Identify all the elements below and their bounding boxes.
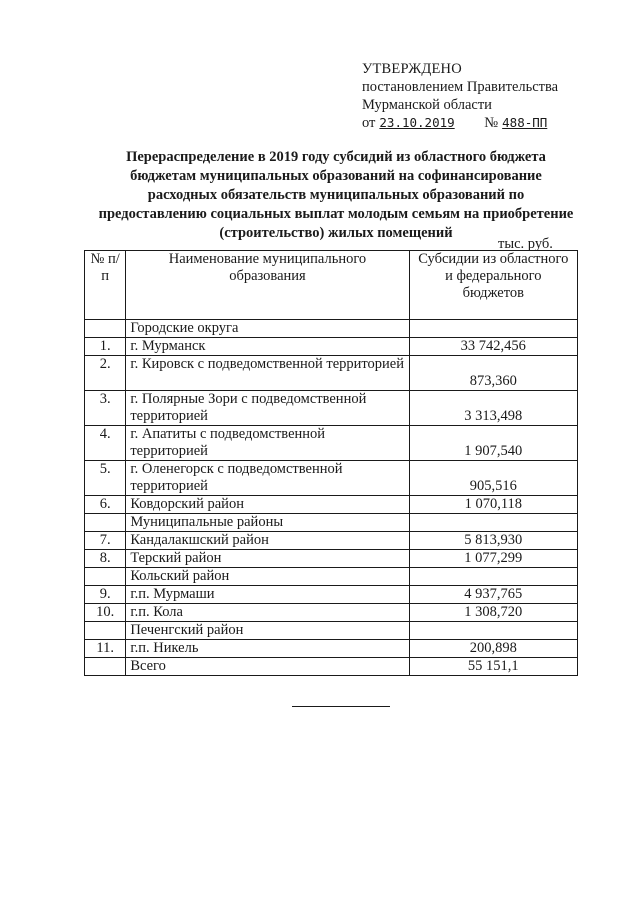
table-row	[85, 461, 578, 496]
row-no: 4.	[85, 426, 126, 461]
row-no	[85, 658, 126, 676]
row-name: г. Кировск с подведомственной территорией	[126, 356, 409, 391]
row-name: г.п. Кола	[126, 604, 409, 622]
row-no: 10.	[85, 604, 126, 622]
row-amount: 1 077,299	[409, 550, 577, 568]
date-prefix: от	[362, 115, 376, 131]
row-amount: 1 907,540	[409, 426, 577, 461]
approval-date: 23.10.2019	[379, 115, 455, 130]
document-title	[86, 148, 586, 243]
table-row	[85, 550, 578, 568]
row-amount	[409, 320, 577, 338]
row-amount: 4 937,765	[409, 586, 577, 604]
approval-heading: УТВЕРЖДЕНО	[362, 61, 462, 77]
row-amount: 3 313,498	[409, 391, 577, 426]
table-row	[85, 426, 578, 461]
title-line: предоставлению социальных выплат молодым семьям на приобретение	[98, 206, 574, 222]
row-name: Муниципальные районы	[126, 514, 409, 532]
subsidy-table	[84, 250, 578, 676]
row-no: 8.	[85, 550, 126, 568]
row-amount: 33 742,456	[409, 338, 577, 356]
row-amount: 55 151,1	[409, 658, 577, 676]
row-no	[85, 568, 126, 586]
row-no	[85, 320, 126, 338]
row-no: 9.	[85, 586, 126, 604]
row-name: Кандалакшский район	[126, 532, 409, 550]
header-name: Наименование муниципального образования	[126, 251, 409, 320]
row-name: г.п. Мурмаши	[126, 586, 409, 604]
row-amount	[409, 622, 577, 640]
header-amount: Субсидии из областного и федерального бюджетов	[409, 251, 577, 320]
row-name: г. Апатиты с подведомственной территорией	[126, 426, 409, 461]
title-line: расходных обязательств муниципальных образований по	[147, 187, 525, 203]
row-amount: 873,360	[409, 356, 577, 391]
row-name: г.п. Никель	[126, 640, 409, 658]
table-row	[85, 532, 578, 550]
title-line: (строительство) жилых помещений	[219, 225, 453, 241]
row-no	[85, 622, 126, 640]
approval-number: 488-ПП	[502, 115, 548, 130]
approval-stamp	[362, 60, 558, 132]
row-amount: 1 308,720	[409, 604, 577, 622]
table-row	[85, 356, 578, 391]
table-row	[85, 568, 578, 586]
row-name: Кольский район	[126, 568, 409, 586]
table-row	[85, 622, 578, 640]
row-name: Всего	[126, 658, 409, 676]
closing-rule	[292, 706, 390, 707]
row-amount: 5 813,930	[409, 532, 577, 550]
table-row	[85, 640, 578, 658]
approval-line-1: постановлением Правительства	[362, 79, 559, 95]
row-no: 11.	[85, 640, 126, 658]
row-no: 1.	[85, 338, 126, 356]
row-no	[85, 514, 126, 532]
row-no: 3.	[85, 391, 126, 426]
table-row	[85, 391, 578, 426]
row-amount	[409, 514, 577, 532]
table-row	[85, 338, 578, 356]
row-amount: 1 070,118	[409, 496, 577, 514]
row-name: Городские округа	[126, 320, 409, 338]
approval-line-2: Мурманской области	[362, 97, 492, 113]
table-row	[85, 604, 578, 622]
table-row	[85, 496, 578, 514]
title-line: Перераспределение в 2019 году субсидий из областного бюджета	[126, 149, 546, 165]
row-name: Терский район	[126, 550, 409, 568]
row-no: 6.	[85, 496, 126, 514]
row-amount: 200,898	[409, 640, 577, 658]
row-no: 7.	[85, 532, 126, 550]
row-name: г. Полярные Зори с подведомственной территорией	[126, 391, 409, 426]
approval-date-number-line	[362, 114, 558, 132]
row-name: Ковдорский район	[126, 496, 409, 514]
row-no: 5.	[85, 461, 126, 496]
row-name: г. Оленегорск с подведомственной территорией	[126, 461, 409, 496]
row-name: г. Мурманск	[126, 338, 409, 356]
table-row	[85, 586, 578, 604]
row-amount: 905,516	[409, 461, 577, 496]
table-row-total	[85, 658, 578, 676]
units-label: тыс. руб.	[498, 236, 553, 252]
table-row	[85, 320, 578, 338]
header-no: № п/п	[85, 251, 126, 320]
table-row	[85, 514, 578, 532]
row-amount	[409, 568, 577, 586]
number-prefix: №	[484, 115, 499, 131]
row-no: 2.	[85, 356, 126, 391]
table-header-row	[85, 251, 578, 320]
row-name: Печенгский район	[126, 622, 409, 640]
title-line: бюджетам муниципальных образований на софинансирование	[130, 168, 542, 184]
